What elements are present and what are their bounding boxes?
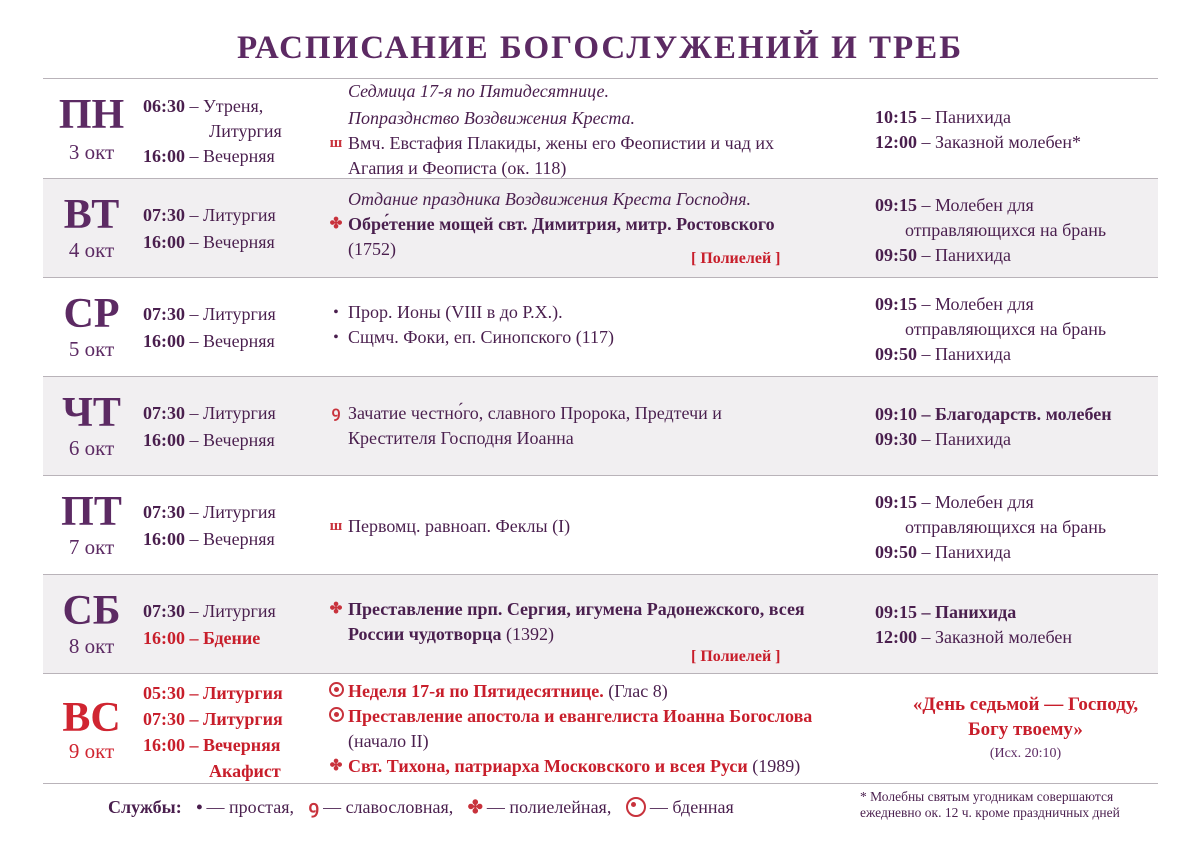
day-name: ПТ: [61, 489, 122, 535]
polieley-badge: [ Полиелей ]: [691, 648, 781, 665]
polieley-icon: ✤: [329, 216, 343, 232]
bdenie-icon: [626, 797, 646, 817]
shestiricha-icon: ш: [329, 518, 343, 534]
services: 05:30 – Литургия 07:30 – Литургия 16:00 – Вечерняя Акафист: [143, 683, 283, 781]
saints-list: ✤ Преставление прп. Сергия, игумена Радонежского, всея России чудотворца (1392): [329, 599, 805, 644]
day-date: 9 окт: [68, 739, 115, 763]
treby-list: 09:15 – Молебен для отправляющихся на брань 09:50 – Панихида: [875, 195, 1107, 265]
day-name: ВС: [62, 695, 121, 741]
saints-list: ꝯ Зачатие честно́го, славного Пророка, Предтечи и Крестителя Господня Иоанна: [326, 401, 866, 451]
treby-list: 09:15 – Панихида 12:00 – Заказной молебен: [875, 602, 1073, 647]
saints-list: • Прор. Ионы (VIII в до Р.Х.). • Сщмч. Фоки, еп. Синопского (117): [326, 300, 866, 350]
bdenie-icon: [328, 679, 344, 704]
polieley-icon: ✤: [329, 758, 343, 774]
treby-list: 09:10 – Благодарств. молебен 09:30 – Панихида: [875, 404, 1112, 449]
quote-source: (Исх. 20:10): [989, 746, 1062, 761]
services: 07:30 – Литургия 16:00 – Вечерняя: [143, 502, 276, 549]
quote-text: «День седьмой — Господу, Богу твоему»: [912, 694, 1139, 740]
day-date: 3 окт: [68, 140, 115, 164]
day-date: 4 окт: [68, 238, 115, 262]
day-name: ЧТ: [62, 390, 121, 436]
day-date: 7 окт: [68, 535, 115, 559]
day-row-wed: [43, 277, 1158, 376]
treby-list: 09:15 – Молебен для отправляющихся на брань 09:50 – Панихида: [875, 492, 1107, 562]
day-date: 6 окт: [68, 436, 115, 460]
services: 07:30 – Литургия 16:00 – Вечерняя: [143, 205, 276, 252]
polieley-icon: ✤: [467, 797, 483, 817]
day-row-sat: [43, 574, 1158, 673]
day-row-thu: [43, 376, 1158, 475]
page-title: РАСПИСАНИЕ БОГОСЛУЖЕНИЙ И ТРЕБ: [236, 30, 964, 66]
saints-list: Отдание праздника Воздвижения Креста Господня. ✤ Обре́тение мощей свт. Димитрия, митр. Ростовского (1752): [329, 189, 775, 259]
day-date: 8 окт: [68, 634, 115, 658]
saints-list: Неделя 17-я по Пятидесятнице. (Глас 8) Преставление апостола и евангелиста Иоанна Богослова (начало II) ✤ Свт. Тихона, патриарха Московского и всея Руси (1989): [326, 679, 866, 779]
services: 06:30 – Утреня, Литургия 16:00 – Вечерняя: [143, 96, 282, 166]
day-row-mon: [43, 78, 1158, 178]
day-date: 5 окт: [68, 337, 115, 361]
slavoslovie-icon: ꝯ: [308, 797, 320, 817]
day-row-sun: [43, 673, 1158, 784]
footnote: * Молебны святым угодникам совершаются ежедневно ок. 12 ч. кроме праздничных дней: [860, 789, 1120, 820]
bdenie-icon: [328, 704, 344, 729]
polieley-badge: [ Полиелей ]: [691, 250, 781, 267]
day-name: ВТ: [63, 192, 120, 238]
day-row-tue: [43, 178, 1158, 277]
simple-service-icon: •: [333, 305, 339, 320]
day-row-fri: [43, 475, 1158, 574]
polieley-icon: ✤: [329, 601, 343, 617]
service-legend: Службы: • — простая, ꝯ — славословная, ✤ — полиелейная, — бденная: [108, 797, 734, 817]
day-name: СР: [63, 291, 120, 337]
services: 07:30 – Литургия 16:00 – Вечерняя: [143, 304, 276, 351]
shestiricha-icon: ш: [329, 135, 343, 151]
treby-list: 09:15 – Молебен для отправляющихся на брань 09:50 – Панихида: [875, 294, 1107, 364]
day-name: СБ: [62, 588, 121, 634]
day-name: ПН: [58, 92, 125, 138]
slavoslovie-icon: ꝯ: [331, 405, 341, 421]
treby-list: 10:15 – Панихида 12:00 – Заказной молебен*: [875, 107, 1082, 152]
services: 07:30 – Литургия 16:00 – Бдение: [143, 601, 276, 648]
simple-service-icon: •: [196, 797, 203, 817]
legend-label: Службы:: [108, 797, 182, 817]
saints-list: ш Первомц. равноап. Феклы (I): [326, 514, 866, 539]
saints-list: Седмица 17-я по Пятидесятнице. Попразднство Воздвижения Креста. ш Вмч. Евстафия Плакиды, жены его Феопистии и чад их Агапия и Феописта (ок. 118): [329, 81, 774, 178]
sunday-quote: [893, 692, 1158, 762]
services: 07:30 – Литургия 16:00 – Вечерняя: [143, 403, 276, 450]
simple-service-icon: •: [333, 330, 339, 345]
